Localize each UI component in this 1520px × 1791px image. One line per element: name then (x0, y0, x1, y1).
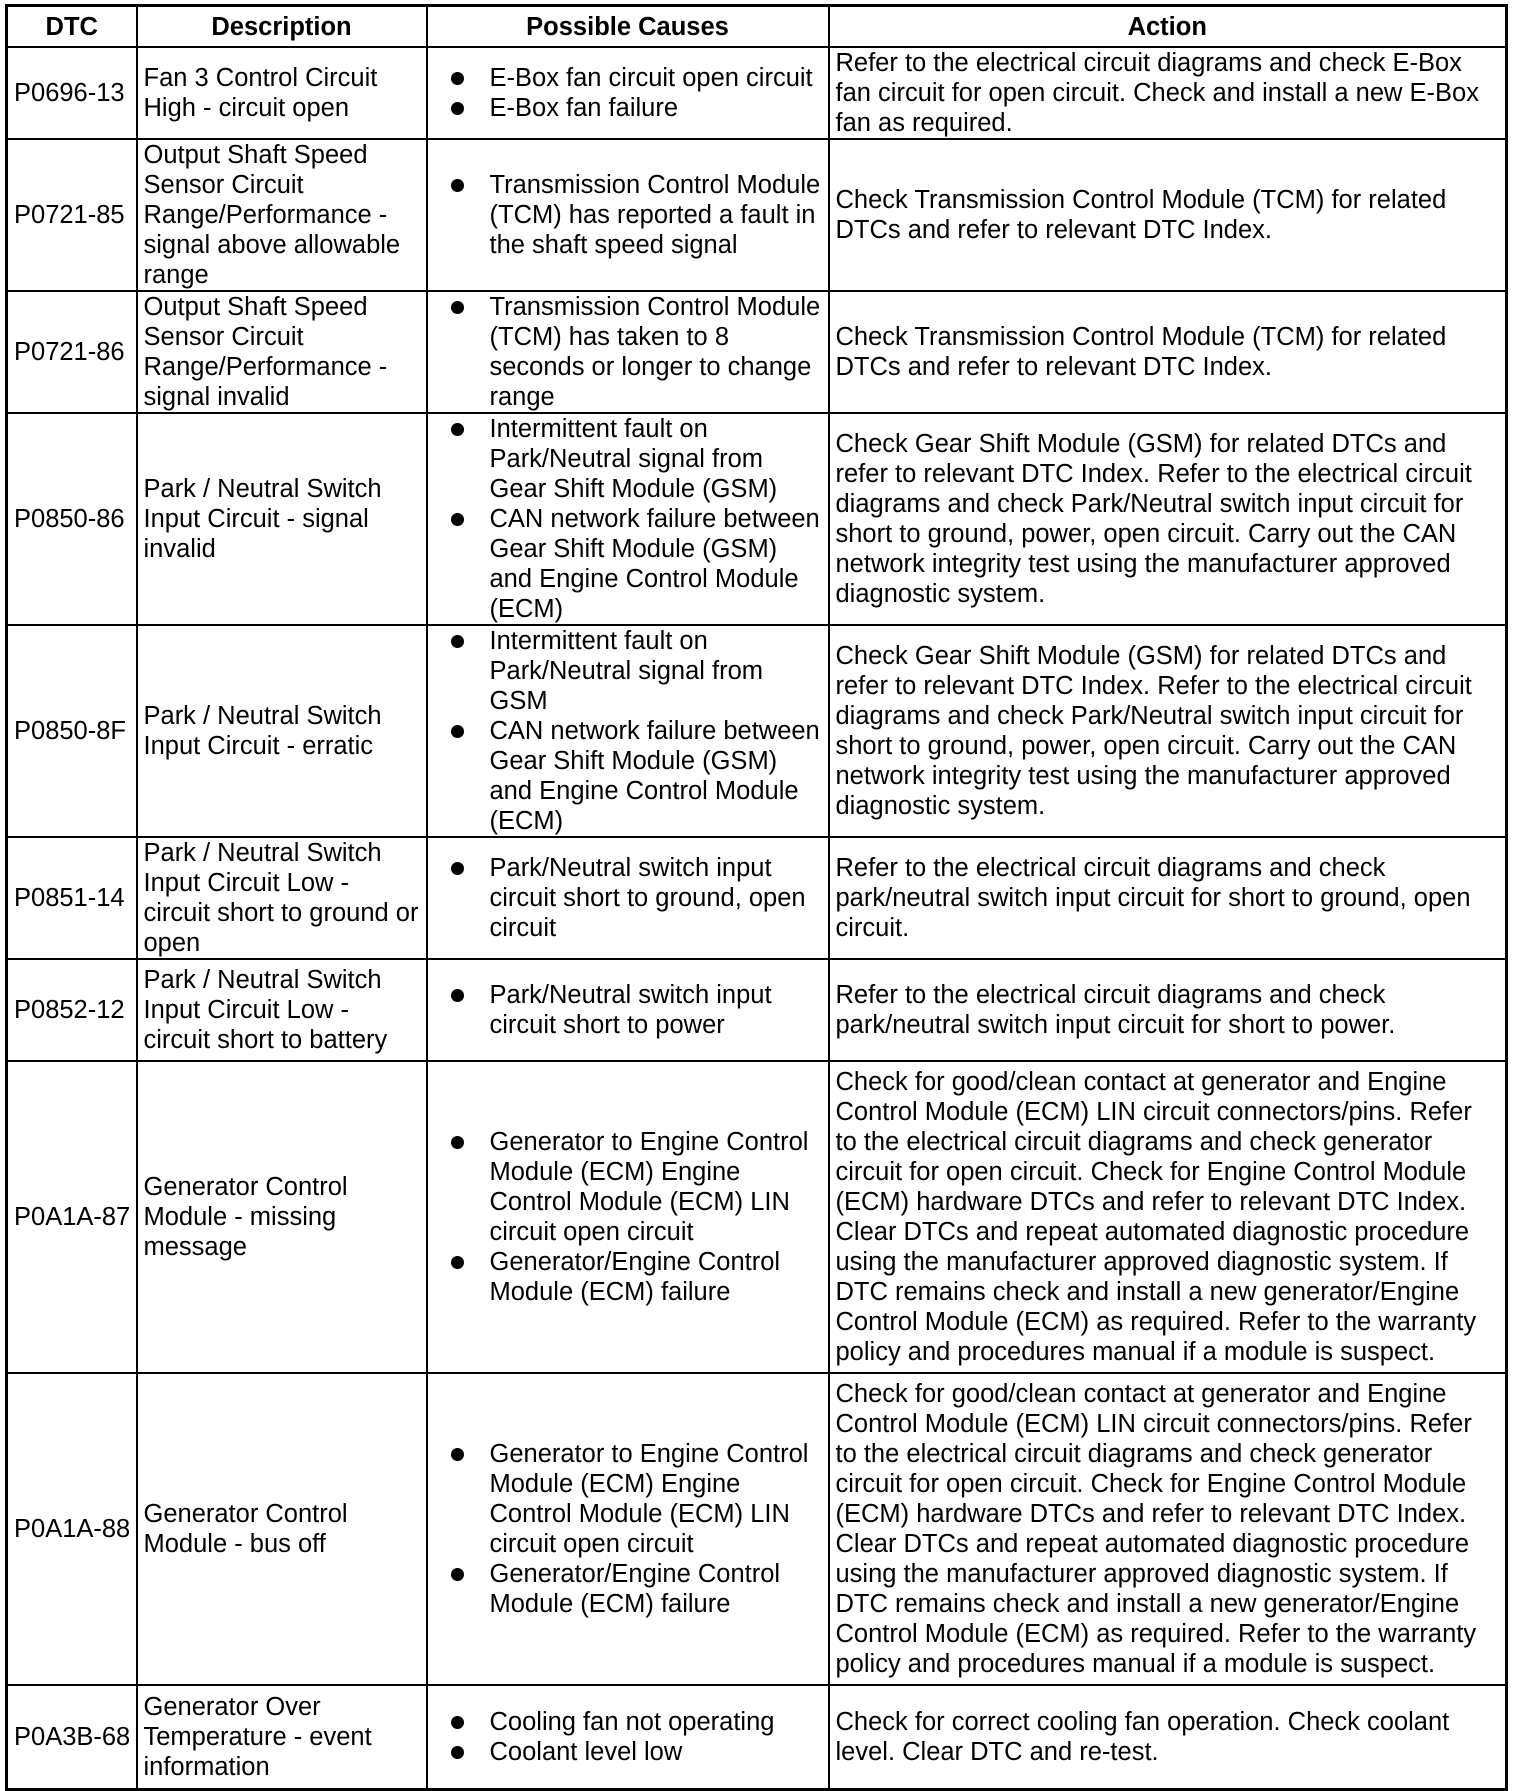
possible-causes (427, 47, 829, 139)
header-description: Description (137, 6, 427, 48)
causes-list (434, 1707, 822, 1767)
header-possible-causes: Possible Causes (427, 6, 829, 48)
cause-item: E-Box fan circuit open circuit (490, 63, 822, 93)
possible-causes (427, 413, 829, 625)
dtc-table (5, 4, 1508, 1791)
dtc-action: Check Transmission Control Module (TCM) for related DTCs and refer to relevant DTC Index. (829, 139, 1507, 291)
causes-list (434, 626, 822, 836)
causes-list (434, 292, 822, 412)
possible-causes (427, 1685, 829, 1789)
cause-item: E-Box fan failure (490, 93, 822, 123)
header-dtc: DTC (7, 6, 137, 48)
causes-list (434, 1127, 822, 1307)
table-row (7, 837, 1507, 959)
causes-list (434, 980, 822, 1040)
table-header (7, 6, 1507, 48)
possible-causes (427, 291, 829, 413)
cause-item: CAN network failure between Gear Shift Module (GSM) and Engine Control Module (ECM) (489, 717, 820, 835)
dtc-action: Check for good/clean contact at generator and Engine Control Module (ECM) LIN circuit connectors/pins. Refer to the electrical circuit diagrams and check generator circuit for open circuit. Check for Engine Control Module (ECM) hardware DTCs and refer to relevant DTC Index. Clear DTCs and repeat automated diagnostic procedure using the manufacturer approved diagnostic system. If DTC remains check and install a new generator/Engine Control Module (ECM) as required. Refer to the warranty policy and procedures manual if a module is suspect. (829, 1373, 1507, 1685)
dtc-description: Park / Neutral Switch Input Circuit Low - circuit short to ground or open (137, 837, 427, 959)
dtc-description: Generator Control Module - missing message (137, 1061, 427, 1373)
header-row (7, 6, 1507, 48)
dtc-action: Check Gear Shift Module (GSM) for related DTCs and refer to relevant DTC Index. Refer to the electrical circuit diagrams and check Park/Neutral switch input circuit for short to ground, power, open circuit. Carry out the CAN network integrity test using the manufacturer approved diagnostic system. (829, 413, 1507, 625)
dtc-description: Output Shaft Speed Sensor Circuit Range/Performance - signal above allowable range (137, 139, 427, 291)
cause-item: Park/Neutral switch input circuit short to power (490, 980, 822, 1040)
cause-item: CAN network failure between Gear Shift Module (GSM) and Engine Control Module (ECM) (489, 505, 820, 623)
possible-causes (427, 1061, 829, 1373)
table-row (7, 413, 1507, 625)
table-row (7, 625, 1507, 837)
dtc-code: P0A1A-88 (7, 1373, 137, 1685)
possible-causes (427, 959, 829, 1061)
dtc-action: Check for correct cooling fan operation. Check coolant level. Clear DTC and re-test. (829, 1685, 1507, 1789)
dtc-code: P0721-86 (7, 291, 137, 413)
cause-item: Generator to Engine Control Module (ECM) Engine Control Module (ECM) LIN circuit open circuit (490, 1439, 822, 1559)
causes-list (434, 1439, 822, 1619)
dtc-action: Check for good/clean contact at generator and Engine Control Module (ECM) LIN circuit connectors/pins. Refer to the electrical circuit diagrams and check generator circuit for open circuit. Check for Engine Control Module (ECM) hardware DTCs and refer to relevant DTC Index. Clear DTCs and repeat automated diagnostic procedure using the manufacturer approved diagnostic system. If DTC remains check and install a new generator/Engine Control Module (ECM) as required. Refer to the warranty policy and procedures manual if a module is suspect. (829, 1061, 1507, 1373)
possible-causes (427, 1373, 829, 1685)
dtc-description: Fan 3 Control Circuit High - circuit open (137, 47, 427, 139)
possible-causes (427, 837, 829, 959)
dtc-action: Check Gear Shift Module (GSM) for related DTCs and refer to relevant DTC Index. Refer to the electrical circuit diagrams and check Park/Neutral switch input circuit for short to ground, power, open circuit. Carry out the CAN network integrity test using the manufacturer approved diagnostic system. (829, 625, 1507, 837)
header-action: Action (829, 6, 1507, 48)
possible-causes (427, 625, 829, 837)
dtc-action: Refer to the electrical circuit diagrams and check park/neutral switch input circuit for short to power. (829, 959, 1507, 1061)
table-row (7, 139, 1507, 291)
causes-list (434, 853, 822, 943)
dtc-code: P0721-85 (7, 139, 137, 291)
dtc-code: P0696-13 (7, 47, 137, 139)
table-row (7, 959, 1507, 1061)
cause-item: Intermittent fault on Park/Neutral signal from GSM (490, 626, 822, 716)
dtc-code: P0850-8F (7, 625, 137, 837)
causes-list (434, 170, 822, 260)
causes-list (434, 63, 822, 123)
table-row (7, 1685, 1507, 1789)
cause-item: Intermittent fault on Park/Neutral signal from Gear Shift Module (GSM) (490, 414, 822, 504)
dtc-description: Generator Over Temperature - event information (137, 1685, 427, 1789)
dtc-code: P0851-14 (7, 837, 137, 959)
dtc-description: Park / Neutral Switch Input Circuit - signal invalid (137, 413, 427, 625)
cause-item: Transmission Control Module (TCM) has taken to 8 seconds or longer to change range (489, 293, 821, 411)
dtc-description: Park / Neutral Switch Input Circuit - erratic (137, 625, 427, 837)
cause-item: Generator/Engine Control Module (ECM) failure (490, 1559, 822, 1619)
dtc-description: Generator Control Module - bus off (137, 1373, 427, 1685)
causes-list (434, 414, 822, 624)
cause-item: Cooling fan not operating (490, 1707, 822, 1737)
table-row (7, 47, 1507, 139)
dtc-code: P0850-86 (7, 413, 137, 625)
table-row (7, 1373, 1507, 1685)
cause-item: Coolant level low (490, 1737, 822, 1767)
cause-item: Generator to Engine Control Module (ECM) Engine Control Module (ECM) LIN circuit open circuit (490, 1127, 822, 1247)
table-row (7, 1061, 1507, 1373)
table-row (7, 291, 1507, 413)
dtc-action: Check Transmission Control Module (TCM) for related DTCs and refer to relevant DTC Index. (829, 291, 1507, 413)
cause-item: Transmission Control Module (TCM) has reported a fault in the shaft speed signal (489, 171, 821, 259)
dtc-code: P0852-12 (7, 959, 137, 1061)
cause-item: Generator/Engine Control Module (ECM) failure (490, 1247, 822, 1307)
dtc-code: P0A3B-68 (7, 1685, 137, 1789)
dtc-code: P0A1A-87 (7, 1061, 137, 1373)
dtc-action: Refer to the electrical circuit diagrams and check E-Box fan circuit for open circuit. Check and install a new E-Box fan as required. (829, 47, 1507, 139)
dtc-action: Refer to the electrical circuit diagrams and check park/neutral switch input circuit for short to ground, open circuit. (829, 837, 1507, 959)
cause-item: Park/Neutral switch input circuit short to ground, open circuit (490, 853, 822, 943)
dtc-description: Park / Neutral Switch Input Circuit Low - circuit short to battery (137, 959, 427, 1061)
table-body (7, 47, 1507, 1789)
possible-causes (427, 139, 829, 291)
dtc-description: Output Shaft Speed Sensor Circuit Range/Performance - signal invalid (137, 291, 427, 413)
